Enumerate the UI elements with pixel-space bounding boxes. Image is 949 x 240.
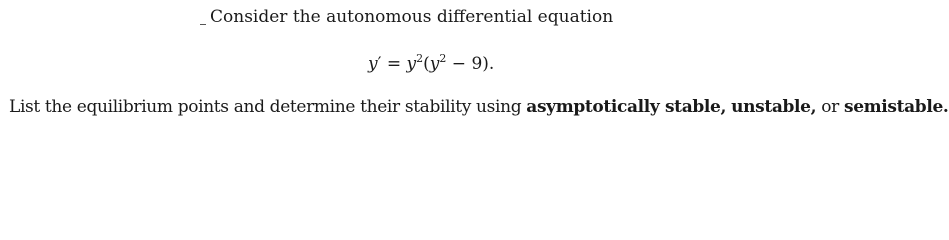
term-semistable: semistable. bbox=[843, 97, 949, 117]
eq-open: ( bbox=[423, 54, 430, 74]
eq-y2: y bbox=[429, 54, 440, 74]
differential-equation bbox=[368, 54, 494, 74]
eq-lhs: y bbox=[368, 54, 378, 74]
eq-rest: − 9). bbox=[446, 54, 495, 74]
eq-prime: ′ bbox=[377, 54, 382, 74]
term-asymptotically-stable: asymptotically stable, bbox=[526, 97, 727, 117]
intro-text: Consider the autonomous differential equation bbox=[210, 7, 614, 27]
eq-exp1: 2 bbox=[416, 52, 424, 65]
eq-equals: = bbox=[381, 54, 407, 74]
cursor-dash bbox=[200, 24, 206, 25]
eq-y: y bbox=[406, 54, 417, 74]
eq-exp2: 2 bbox=[439, 52, 447, 65]
term-unstable: unstable, bbox=[731, 97, 817, 117]
task-prefix: List the equilibrium points and determine their stability using bbox=[9, 97, 527, 117]
task-text bbox=[9, 97, 949, 117]
task-sep2: or bbox=[816, 97, 844, 117]
